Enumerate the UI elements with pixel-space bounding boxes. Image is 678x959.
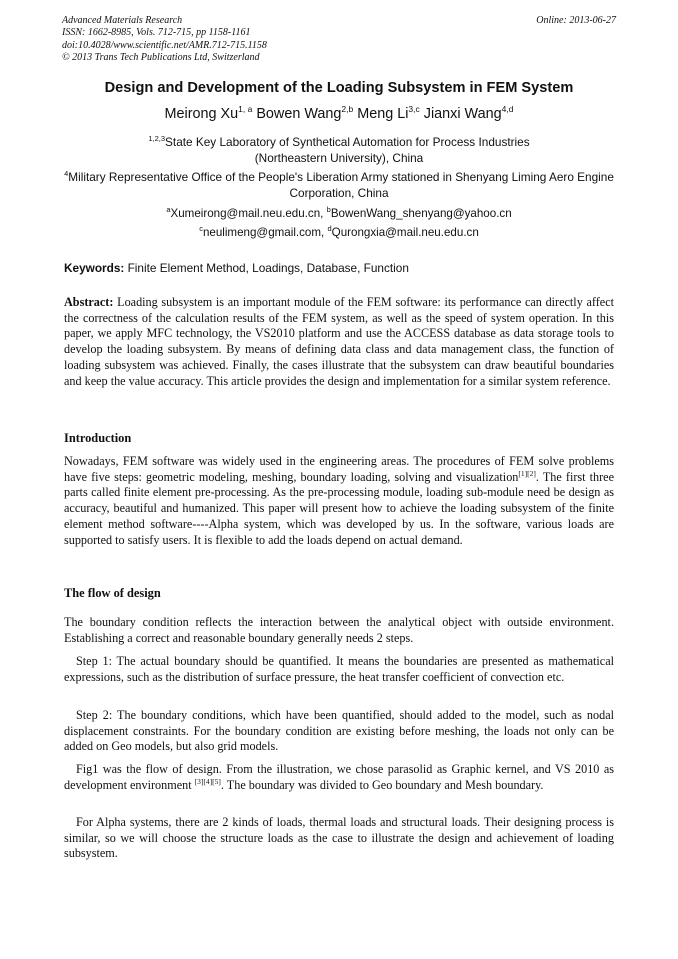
citation: [1][2] [518,468,536,478]
author-name: Meirong Xu [164,105,239,122]
online-date: Online: 2013-06-27 [536,15,616,26]
keywords-text: Finite Element Method, Loadings, Database, Function [127,261,409,275]
doi-line: doi:10.4028/www.scientific.net/AMR.712-715.1158 [62,39,267,51]
author-list [40,104,638,122]
affiliation-1 [40,131,638,166]
body-paragraph: The boundary condition reflects the interaction between the analytical object with outside environment. Establishing a correct and reasonable boundary generally needs 2 steps. [64,615,614,645]
email-address: Xumeirong@mail.neu.edu.cn, [170,206,324,220]
paper-title: Design and Development of the Loading Subsystem in FEM System [104,80,574,96]
affiliation-2 [40,166,638,201]
section-heading-introduction: Introduction [64,431,132,445]
body-paragraph: Step 1: The actual boundary should be quantified. It means the boundaries are presented as mathematical expressions, such as the distribution of surface pressure, the heat transfer coefficient of convection etc. [64,654,614,684]
introduction-paragraph: Nowadays, FEM software was widely used in the engineering areas. The procedures of FEM solve problems have five steps: geometric modeling, meshing, boundary loading, solving and visualization[1][2]. The first three parts called finite element pre-processing. As the pre-processing module, loading sub-module need be design as accuracy, beautiful and humanized. This paper will present how to achieve the loading subsystem of the finite element method software----Alpha system, which was developed by us. In the software, various loads are supported to satisfy users. It is flexible to add the loads depend on actual demand. [64,454,614,547]
abstract-paragraph [64,295,614,389]
journal-name: Advanced Materials Research [62,15,183,26]
body-paragraph: For Alpha systems, there are 2 kinds of loads, thermal loads and structural loads. Their designing process is similar, so we will choose the structure loads as the case to illustrate the design and achievement of loading subsystem. [64,815,614,861]
author-name: Jianxi Wang [423,105,502,122]
email-block: $^a$Xumeirong@mail.neu.edu.cn, $^b$BowenWang_shenyang@yahoo.cn $^c$neulimeng@gmail.com, $^d$Qurongxia@mail.neu.edu.cn [166,205,512,240]
author-affiliation-mark: 4,d [501,104,514,114]
author-name: Bowen Wang [256,105,342,122]
journal-info [62,15,616,65]
affiliation-mark: 4 [64,169,69,178]
author-affiliation-mark: 1, a [238,104,253,114]
copyright-line: © 2013 Trans Tech Publications Ltd, Switzerland [62,52,260,64]
body-paragraph: Step 2: The boundary conditions, which have been quantified, should added to the model, such as nodal displacement constraints. For the boundary condition are existing before meshing, the loads not only can be added on Geo models, but also grid models. [64,708,614,754]
abstract-text: Loading subsystem is an important module of the FEM software: its performance can directly affect the correctness of the calculation results of the FEM system, as well as the speed of system operation. In this paper, we apply MFC technology, the VS2010 platform and use the ACCESS database as data storage tools to develop the loading subsystem. By means of defining data class and data management class, the function of loading subsystem was achieved. Finally, the cases illustrate that the subsystem can draw beautiful boundaries and keep the value accuracy. This article provides the design and implementation for a similar system reference. [64,295,614,388]
page-header [62,15,616,65]
affiliation-text: Military Representative Office of the People's Liberation Army stationed in Shenyang Liming Aero Engine Corporation, China [68,169,614,200]
email-address: BowenWang_shenyang@yahoo.cn [330,206,512,220]
author-affiliation-mark: 3,c [408,104,420,114]
keywords [64,261,614,275]
email-address: Qurongxia@mail.neu.edu.cn [331,226,479,240]
email-address: neulimeng@gmail.com, [202,226,325,240]
affiliation-text: State Key Laboratory of Synthetical Automation for Process Industries [165,134,530,149]
affiliation-text: (Northeastern University), China [254,150,424,165]
author-affiliation-mark: 2,b [341,104,354,114]
keywords-label: Keywords: [64,261,125,275]
issn-line: ISSN: 1662-8985, Vols. 712-715, pp 1158-1161 [62,27,251,39]
affiliation-mark: 1,2,3 [148,134,166,143]
author-name: Meng Li [357,105,409,122]
body-paragraph: Fig1 was the flow of design. From the illustration, we chose parasolid as Graphic kernel, and VS 2010 as development environment [3][4][5]. The boundary was divided to Geo boundary and Mesh boundary. [64,762,614,792]
abstract-label: Abstract: [64,295,114,309]
citation: [3][4][5] [194,776,221,786]
section-heading-flow: The flow of design [64,586,161,600]
